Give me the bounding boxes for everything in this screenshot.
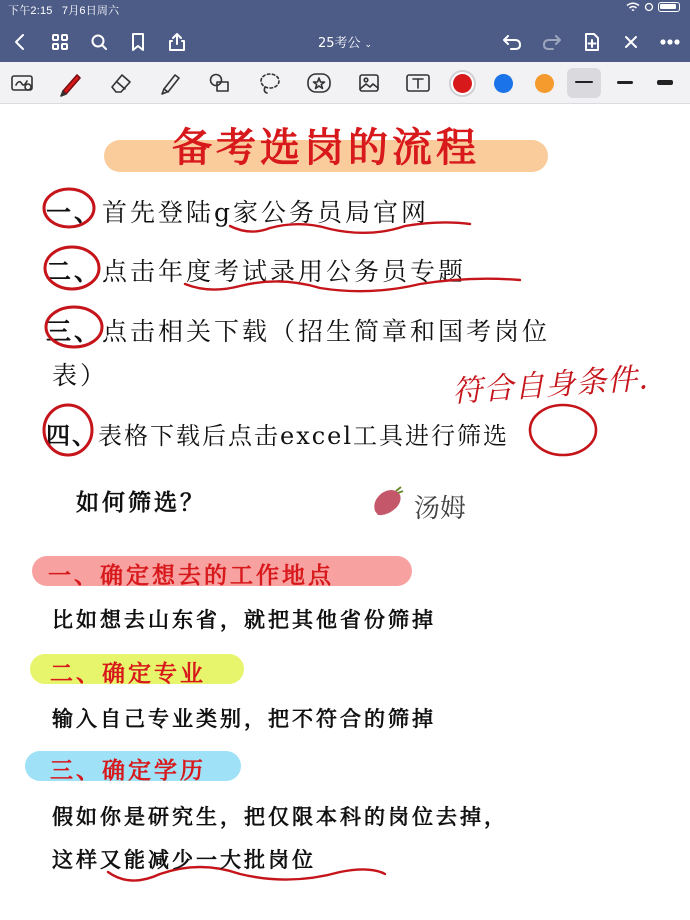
status-time: 下午2:15 [8, 5, 53, 17]
step-3-text: 点击相关下载（招生简章和国考岗位 [102, 317, 551, 346]
orientation-lock-icon [644, 2, 654, 12]
document-title: 25考公 [317, 36, 361, 51]
status-icons [626, 2, 680, 12]
color-swatch-blue[interactable] [494, 74, 513, 93]
highlighter-icon [157, 70, 183, 96]
top-bar [0, 0, 690, 62]
section-1-heading: 一、确定想去的工作地点 [48, 562, 334, 589]
step-2-number: 二、 [46, 257, 103, 286]
battery-icon [658, 2, 680, 12]
how-to-filter-heading: 如何筛选？ [76, 489, 206, 516]
tool-shapes[interactable] [205, 69, 235, 97]
section-2-body: 输入自己专业类别，把不符合的筛掉 [52, 706, 436, 731]
pen-icon [57, 69, 85, 97]
stroke-width-thin[interactable] [567, 68, 601, 98]
step-3-continuation: 表） [52, 361, 109, 390]
section-3-body-line-2: 这样又能减少一大批岗位 [52, 847, 316, 872]
tool-highlighter[interactable] [155, 69, 185, 97]
drawing-toolbar [0, 62, 690, 104]
text-box-icon [404, 72, 432, 94]
read-mode-icon [10, 72, 36, 94]
tool-pen[interactable] [56, 69, 86, 97]
stroke-width-medium[interactable] [608, 68, 642, 98]
tool-lasso[interactable] [255, 69, 285, 97]
pen-off-icon [623, 34, 639, 50]
step-3-number: 三、 [46, 317, 103, 346]
note-page[interactable] [0, 104, 690, 920]
tool-image[interactable] [354, 69, 384, 97]
tool-text[interactable] [403, 69, 433, 97]
status-bar [8, 2, 125, 18]
redo-button[interactable] [538, 28, 566, 56]
step-1-number: 一、 [46, 198, 103, 227]
section-3-heading: 三、确定学历 [50, 757, 206, 784]
handwritten-note: 符合自身条件. [451, 361, 650, 410]
tool-elements[interactable] [304, 69, 334, 97]
step-4-text: 表格下载后点击excel工具进行筛选 [98, 422, 510, 450]
lasso-icon [257, 70, 283, 96]
step-4-number: 四、 [46, 421, 98, 450]
add-page-button[interactable] [578, 28, 606, 56]
section-1-body: 比如想去山东省，就把其他省份筛掉 [52, 607, 436, 632]
redo-icon [542, 33, 562, 51]
author-name: 汤姆 [414, 494, 467, 524]
color-swatch-orange[interactable] [535, 74, 554, 93]
tool-eraser[interactable] [106, 69, 136, 97]
sticker-star-icon [305, 71, 333, 95]
add-page-icon [583, 32, 601, 52]
color-swatch-red[interactable] [453, 74, 472, 93]
wifi-icon [626, 2, 640, 12]
nav-bar [0, 24, 690, 60]
sweet-potato-icon [370, 485, 404, 519]
image-icon [357, 72, 381, 94]
eraser-icon [108, 71, 134, 95]
undo-icon [502, 33, 522, 51]
stroke-width-thick[interactable] [648, 68, 682, 98]
step-2-text: 点击年度考试录用公务员专题 [102, 257, 467, 286]
status-date: 7月6日周六 [61, 5, 120, 17]
more-button[interactable] [656, 28, 684, 56]
note-title: 备考选岗的流程 [172, 124, 480, 171]
chevron-down-icon: ⌄ [364, 40, 373, 50]
more-icon [660, 39, 680, 45]
section-3-body-line-1: 假如你是研究生，把仅限本科的岗位去掉， [52, 804, 508, 829]
shapes-icon [207, 71, 233, 95]
close-tools-button[interactable] [617, 28, 645, 56]
undo-button[interactable] [498, 28, 526, 56]
tool-read-only[interactable] [8, 69, 38, 97]
section-2-heading: 二、确定专业 [50, 660, 206, 687]
step-1-text: 首先登陆g家公务员局官网 [102, 198, 430, 227]
